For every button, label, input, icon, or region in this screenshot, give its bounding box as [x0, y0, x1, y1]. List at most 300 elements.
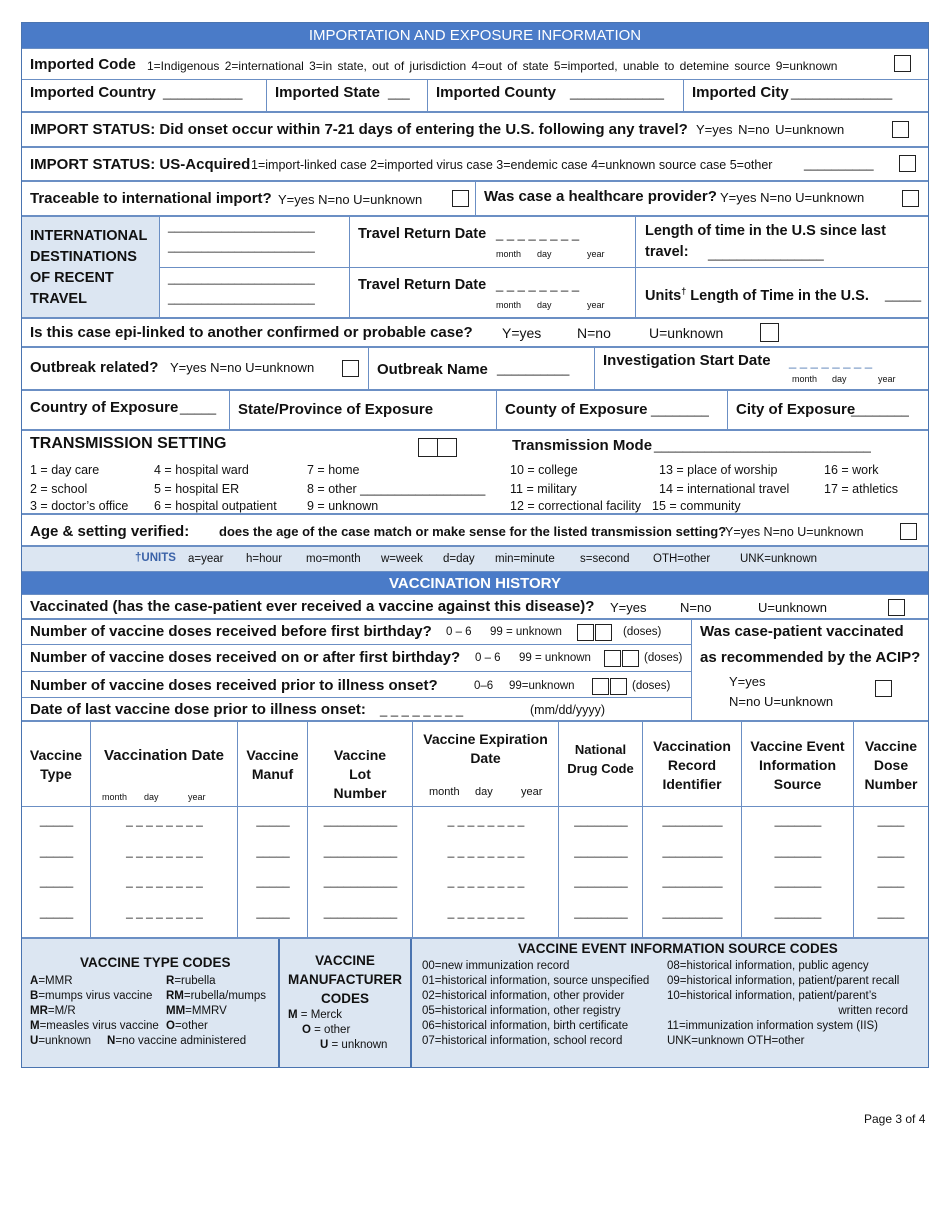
vaccine-row-3-dose-field[interactable]: ____ [877, 874, 905, 888]
vaccine-row-3-date-field[interactable]: _ _ _ _ _ _ _ _ [126, 874, 203, 888]
vaccinated-no: N=no [680, 600, 712, 615]
date-day-hint: day [832, 374, 847, 384]
vaccine-row-1-source-field[interactable]: _______ [774, 813, 822, 827]
vaccine-row-2-date-field[interactable]: _ _ _ _ _ _ _ _ [126, 844, 203, 858]
dose-after-first-box-1[interactable] [604, 650, 621, 667]
imported-city-field[interactable]: ______________ [791, 85, 893, 100]
healthcare-options: Y=yes N=no U=unknown [720, 190, 865, 205]
section-title: IMPORTATION AND EXPOSURE INFORMATION [308, 27, 642, 44]
setting-code: 8 = other __________________ [307, 482, 486, 496]
setting-code: 3 = doctor’s office [30, 499, 129, 513]
date-year-hint: year [587, 300, 605, 310]
city-exposure-field[interactable]: ________ [851, 402, 909, 417]
unit-item: s=second [580, 553, 630, 565]
type-code-row [30, 989, 280, 1004]
import-status-travel-row [22, 113, 928, 148]
type-code [30, 989, 152, 1004]
vaccine-row-2-record-field[interactable]: _________ [662, 844, 723, 858]
transmission-setting-title: TRANSMISSION SETTING [30, 435, 227, 452]
code-key: R [166, 975, 175, 987]
ndc-header: National Drug Code [567, 742, 634, 776]
import-status-us-other-field[interactable]: __________ [804, 157, 874, 171]
country-exposure-label: Country of Exposure [30, 399, 179, 416]
travel-label-line: INTERNATIONAL [30, 228, 148, 244]
manufacturer-codes-title [280, 951, 410, 1008]
page-number: Page 3 of 4 [864, 1112, 926, 1126]
vaccine-row-1-type-field[interactable]: _____ [39, 813, 74, 827]
type-code-row [30, 1034, 280, 1049]
imported-country-label: Imported Country [30, 84, 156, 101]
event-source-codes-right [667, 959, 912, 1049]
dose-range: 0 – 6 [475, 652, 501, 664]
code-key: U [320, 1039, 329, 1051]
city-exposure-label: City of Exposure [736, 401, 856, 418]
event-source-codes [412, 939, 928, 1067]
setting-code: 16 = work [824, 463, 879, 477]
code-value: =measles virus vaccine [39, 1020, 159, 1032]
dose-after-first-label: Number of vaccine doses received on or after first birthday? [30, 649, 461, 666]
dose-prior-onset-box-1[interactable] [592, 678, 609, 695]
setting-column-4 [510, 461, 641, 516]
outbreak-related-label: Outbreak related? [30, 359, 159, 376]
units-legend-row [22, 547, 928, 572]
transmission-setting-row [22, 431, 928, 515]
healthcare-cell [476, 182, 928, 215]
date-day-hint: day [537, 249, 552, 259]
date-month-hint: month [496, 249, 522, 259]
setting-code: 5 = hospital ER [154, 482, 240, 496]
outbreak-name-cell [369, 348, 595, 389]
last-dose-format: (mm/dd/yyyy) [530, 703, 605, 717]
last-dose-label: Date of last vaccine dose prior to illness onset: [30, 701, 366, 718]
vaccine-row-4-ndc-field[interactable]: ________ [574, 905, 628, 919]
source-code: 09=historical information, patient/parent recall [667, 975, 900, 987]
dose-before-first-box-2[interactable] [595, 624, 612, 641]
vaccine-row-4-type-field[interactable]: _____ [39, 905, 74, 919]
unit-item: mo=month [306, 553, 361, 565]
code-value: =rubella [174, 975, 216, 987]
source-code: 02=historical information, other provider [422, 990, 625, 1002]
record-identifier-header: Vaccination Record Identifier [653, 738, 731, 792]
type-code [30, 1019, 159, 1034]
travel-label-line: OF RECENT [30, 270, 114, 286]
unit-item: min=minute [495, 553, 555, 565]
import-status-us-label: IMPORT STATUS: US-Acquired [30, 156, 251, 173]
setting-code: 14 = international travel [659, 482, 790, 496]
source-code: 01=historical information, source unspecified [422, 975, 650, 987]
investigation-start-field[interactable]: _ _ _ _ _ _ _ _ [789, 354, 873, 369]
imported-code-checkbox[interactable] [894, 55, 911, 72]
acip-label-2: as recommended by the ACIP? [700, 649, 921, 666]
section-header-vaccination [22, 572, 928, 595]
travel-label-line: TRAVEL [30, 291, 87, 307]
imported-city-label: Imported City [692, 84, 789, 101]
code-key: MM [166, 1005, 186, 1017]
type-code [166, 1019, 208, 1034]
setting-code: 12 = correctional facility [510, 499, 641, 513]
code-key: B [30, 990, 39, 1002]
doses-unit: (doses) [623, 626, 662, 638]
vaccine-row-4-manuf-field[interactable]: _____ [256, 905, 290, 919]
travel-return-label-1: Travel Return Date [358, 226, 487, 242]
setting-code: 10 = college [510, 463, 578, 477]
dose-range: 0 – 6 [446, 626, 472, 638]
vaccinated-checkbox[interactable] [888, 599, 905, 616]
acip-label-1: Was case-patient vaccinated [700, 623, 904, 640]
import-status-us-checkbox[interactable] [899, 155, 916, 172]
vaccine-row-4-exp-field[interactable]: _ _ _ _ _ _ _ _ [447, 905, 525, 919]
outbreak-name-field[interactable]: __________ [497, 361, 570, 376]
type-code [166, 1004, 227, 1019]
section-header-importation [22, 23, 928, 49]
title-line: CODES [320, 991, 369, 1006]
vaccine-row-4-lot-field[interactable]: ___________ [323, 905, 398, 919]
vaccine-row-1-manuf-field[interactable]: _____ [256, 813, 290, 827]
date-day-hint: day [537, 300, 552, 310]
outbreak-name-label: Outbreak Name [377, 361, 488, 378]
vaccine-row-3-source-field[interactable]: _______ [774, 874, 822, 888]
vaccine-type-header: Vaccine Type [29, 747, 83, 782]
epi-linked-checkbox[interactable] [760, 323, 779, 342]
setting-code: 15 = community [652, 499, 741, 513]
vaccine-type-code-list [30, 974, 280, 1049]
vaccine-row-1-lot-field[interactable]: ___________ [323, 813, 398, 827]
vaccine-row-3-ndc-field[interactable]: ________ [574, 874, 628, 888]
imported-county-cell [428, 80, 684, 111]
vaccine-row-4-source-field[interactable]: _______ [774, 905, 822, 919]
vaccine-row-3-exp-field[interactable]: _ _ _ _ _ _ _ _ [447, 874, 525, 888]
outbreak-row [22, 348, 928, 391]
epi-linked-unknown: U=unknown [649, 325, 724, 341]
vaccine-row-1-exp-field[interactable]: _ _ _ _ _ _ _ _ [447, 813, 525, 827]
state-exposure-label: State/Province of Exposure [238, 401, 434, 418]
imported-county-label: Imported County [436, 84, 556, 101]
type-code-row [30, 1004, 280, 1019]
doses-block [22, 620, 928, 722]
vaccine-lot-header: Vaccine Lot Number [333, 747, 387, 801]
vaccine-row-3-record-field[interactable]: _________ [662, 874, 723, 888]
type-code [30, 1004, 76, 1019]
vaccine-row-4-dose-field[interactable]: ____ [877, 905, 905, 919]
length-field[interactable]: ________________ [708, 246, 824, 261]
dose-unknown-code: 99 = unknown [490, 626, 562, 638]
type-code-row [30, 974, 280, 989]
imported-location-row [22, 80, 928, 113]
acip-no-unknown: N=no U=unknown [729, 694, 834, 709]
vaccine-table [22, 722, 928, 939]
setting-column-6 [824, 461, 898, 499]
date-month-hint: month [792, 374, 818, 384]
date-day-hint: day [475, 786, 493, 798]
manuf-code-u [320, 1038, 387, 1053]
travel-label-line: DESTINATIONS [30, 249, 137, 265]
title-line: VACCINE [315, 953, 375, 968]
source-code: 11=immunization information system (IIS) [667, 1020, 879, 1032]
setting-code: 4 = hospital ward [154, 463, 249, 477]
transmission-setting-box-1[interactable] [418, 438, 438, 457]
destination-field-3[interactable]: ______________________ [168, 271, 315, 285]
transmission-mode-field[interactable]: ______________________________ [654, 438, 871, 453]
setting-code: 7 = home [307, 463, 360, 477]
age-setting-checkbox[interactable] [900, 523, 917, 540]
vaccinated-row [22, 595, 928, 620]
event-source-codes-title: VACCINE EVENT INFORMATION SOURCE CODES [518, 941, 838, 956]
travel-return-label-2: Travel Return Date [358, 277, 487, 293]
imported-code-options: 1=Indigenous 2=international 3=in state, out of jurisdiction 4=out of state 5=imported, unable to detemine source 9=unknown [147, 59, 838, 73]
dose-before-first-box-1[interactable] [577, 624, 594, 641]
traceable-options: Y=yes N=no U=unknown [278, 192, 423, 207]
vaccine-manuf-header: Vaccine Manuf [246, 747, 299, 782]
travel-block [22, 217, 928, 319]
dose-row-before-first [22, 620, 691, 645]
type-code [166, 989, 266, 1004]
setting-code: 6 = hospital outpatient [154, 499, 277, 513]
date-year-hint: year [878, 374, 896, 384]
code-value: =no vaccine administered [115, 1035, 247, 1047]
source-code: 00=new immunization record [422, 960, 570, 972]
setting-column-5 [652, 461, 790, 516]
traceable-label: Traceable to international import? [30, 190, 272, 207]
healthcare-checkbox[interactable] [902, 190, 919, 207]
vaccine-row-2-dose-field[interactable]: ____ [877, 844, 905, 858]
setting-column-2 [154, 461, 277, 516]
date-year-hint: year [188, 792, 206, 802]
setting-code: 1 = day care [30, 463, 100, 477]
doses-cell [22, 620, 692, 720]
vaccine-row-1-ndc-field[interactable]: ________ [574, 813, 628, 827]
vaccine-row-2-exp-field[interactable]: _ _ _ _ _ _ _ _ [447, 844, 525, 858]
vaccinated-label: Vaccinated (has the case-patient ever received a vaccine against this disease)? [30, 598, 595, 615]
destination-field-1[interactable]: ______________________ [168, 219, 315, 233]
code-key: RM [166, 990, 184, 1002]
county-exposure-cell [497, 391, 728, 429]
epi-linked-label: Is this case epi-linked to another confirmed or probable case? [30, 324, 473, 341]
units-legend-label: †UNITS [135, 552, 176, 564]
case-report-form [21, 22, 929, 1068]
imported-state-field[interactable]: ___ [388, 85, 410, 100]
code-value: = Merck [297, 1009, 343, 1021]
date-day-hint: day [144, 792, 159, 802]
setting-code: 13 = place of worship [659, 463, 778, 477]
source-code: written record [838, 1005, 908, 1017]
imported-county-field[interactable]: _____________ [570, 85, 664, 100]
epi-linked-no: N=no [577, 325, 611, 341]
travel-label [30, 226, 147, 310]
traceable-cell [22, 182, 476, 215]
manuf-code-o [302, 1023, 350, 1038]
manuf-code-m [288, 1008, 342, 1023]
setting-code: 11 = military [510, 482, 577, 496]
age-setting-label: Age & setting verified: [30, 523, 190, 540]
dagger-mark: † [681, 286, 687, 296]
import-status-travel-checkbox[interactable] [892, 121, 909, 138]
travel-return-date-2[interactable]: _ _ _ _ _ _ _ _ [496, 277, 580, 292]
code-key: MR [30, 1005, 48, 1017]
dose-prior-onset-label: Number of vaccine doses received prior to illness onset? [30, 677, 438, 694]
vaccine-row-1-date-field[interactable]: _ _ _ _ _ _ _ _ [126, 813, 203, 827]
code-key: N [107, 1035, 116, 1047]
vaccine-type-codes-title: VACCINE TYPE CODES [80, 955, 231, 970]
destination-field-4[interactable]: ______________________ [168, 291, 315, 305]
vaccine-row-2-manuf-field[interactable]: _____ [256, 844, 290, 858]
imported-state-cell [267, 80, 428, 111]
setting-column-3 [307, 461, 485, 516]
country-exposure-cell [22, 391, 230, 429]
code-value: = other [310, 1024, 351, 1036]
acip-cell [692, 620, 928, 720]
outbreak-related-cell [22, 348, 369, 389]
unit-item: h=hour [246, 553, 283, 565]
code-value: =MMRV [185, 1005, 227, 1017]
age-setting-question: does the age of the case match or make sense for the listed transmission setting? [219, 524, 727, 539]
code-key: M [288, 1009, 298, 1021]
epi-linked-row [22, 319, 928, 348]
import-status-travel-options: Y=yes N=no U=unknown [696, 122, 845, 137]
healthcare-label: Was case a healthcare provider? [484, 188, 717, 205]
code-key: U [30, 1035, 39, 1047]
code-key: O [302, 1024, 311, 1036]
code-value: =mumps virus vaccine [38, 990, 153, 1002]
doses-unit: (doses) [632, 680, 671, 692]
import-status-travel-label: IMPORT STATUS: Did onset occur within 7-21 days of entering the U.S. following any travel? [30, 121, 688, 138]
title-line: MANUFACTURER [288, 972, 402, 987]
units-length-label [645, 286, 869, 304]
event-source-codes-left [422, 959, 649, 1049]
vaccine-row-4-date-field[interactable]: _ _ _ _ _ _ _ _ [126, 905, 203, 919]
code-key: M [30, 1020, 40, 1032]
last-dose-field[interactable]: _ _ _ _ _ _ _ _ [380, 702, 464, 717]
state-exposure-cell [230, 391, 497, 429]
travel-return-date-1[interactable]: _ _ _ _ _ _ _ _ [496, 226, 580, 241]
vaccine-row-3-manuf-field[interactable]: _____ [256, 874, 290, 888]
travel-return-cell [350, 217, 636, 317]
code-value: =unknown [38, 1035, 92, 1047]
imported-country-cell [22, 80, 267, 111]
epi-linked-yes: Y=yes [502, 325, 542, 341]
last-dose-row [22, 698, 691, 722]
acip-yes: Y=yes [729, 674, 766, 689]
imported-code-row [22, 49, 928, 80]
dose-row-after-first [22, 645, 691, 672]
unit-item: UNK=unknown [740, 553, 818, 565]
dose-range: 0–6 [474, 680, 494, 692]
transmission-setting-box-2[interactable] [437, 438, 457, 457]
investigation-start-label: Investigation Start Date [603, 352, 771, 369]
date-month-hint: month [496, 300, 522, 310]
unit-item: w=week [381, 553, 423, 565]
dose-unknown-code: 99=unknown [509, 680, 575, 692]
transmission-mode-label: Transmission Mode [512, 437, 653, 454]
country-exposure-field[interactable]: _____ [180, 400, 217, 415]
source-code: UNK=unknown OTH=other [667, 1035, 805, 1047]
length-label-1: Length of time in the U.S since last [645, 223, 886, 239]
dose-before-first-label: Number of vaccine doses received before first birthday? [30, 623, 432, 640]
date-year-hint: year [587, 249, 605, 259]
vaccine-row-1-record-field[interactable]: _________ [662, 813, 723, 827]
travel-destinations-cell [160, 217, 350, 317]
units-word: Units [645, 287, 682, 304]
vaccine-type-codes [22, 939, 280, 1067]
destination-field-2[interactable]: ______________________ [168, 239, 315, 253]
source-code: 07=historical information, school record [422, 1035, 623, 1047]
source-code: 08=historical information, public agency [667, 960, 869, 972]
import-status-us-options: 1=import-linked case 2=imported virus case 3=endemic case 4=unknown source case 5=other [251, 158, 773, 172]
traceable-healthcare-row [22, 182, 928, 217]
vaccine-expiration-header: Vaccine Expiration Date [423, 731, 548, 766]
codes-block [22, 939, 928, 1067]
code-value: =other [174, 1020, 208, 1032]
type-code-row [30, 1019, 280, 1034]
import-status-us-row [22, 148, 928, 182]
doses-unit: (doses) [644, 652, 683, 664]
setting-code: 2 = school [30, 482, 88, 496]
code-value: =rubella/mumps [183, 990, 267, 1002]
length-in-us-cell [636, 217, 928, 317]
units-length-field[interactable]: _____ [885, 287, 922, 302]
outbreak-related-options: Y=yes N=no U=unknown [170, 360, 315, 375]
date-month-hint: month [429, 786, 460, 798]
manufacturer-codes [280, 939, 412, 1067]
exposure-row [22, 391, 928, 431]
section-title: VACCINATION HISTORY [389, 575, 561, 592]
type-code [166, 974, 216, 989]
vaccine-row-4-record-field[interactable]: _________ [662, 905, 723, 919]
date-month-hint: month [102, 792, 128, 802]
vaccine-row-1-dose-field[interactable]: ____ [877, 813, 905, 827]
setting-code: 17 = athletics [824, 482, 899, 496]
unit-item: a=year [188, 553, 224, 565]
setting-code: 9 = unknown [307, 499, 379, 513]
code-value: =M/R [47, 1005, 76, 1017]
dose-prior-onset-box-2[interactable] [610, 678, 627, 695]
dose-row-prior-onset [22, 672, 691, 698]
outbreak-related-checkbox[interactable] [342, 360, 359, 377]
vaccine-row-2-ndc-field[interactable]: ________ [574, 844, 628, 858]
dose-after-first-box-2[interactable] [622, 650, 639, 667]
age-setting-options: Y=yes N=no U=unknown [725, 525, 864, 539]
vaccine-row-2-type-field[interactable]: _____ [39, 844, 74, 858]
county-exposure-field[interactable]: ________ [651, 402, 709, 417]
source-code: 06=historical information, birth certificate [422, 1020, 629, 1032]
acip-checkbox[interactable] [875, 680, 892, 697]
vaccinated-yes: Y=yes [610, 600, 647, 615]
city-exposure-cell [728, 391, 928, 429]
vaccine-row-2-source-field[interactable]: _______ [774, 844, 822, 858]
code-key: O [166, 1020, 175, 1032]
imported-code-label: Imported Code [30, 56, 136, 73]
vaccine-row-3-type-field[interactable]: _____ [39, 874, 74, 888]
unit-item: OTH=other [653, 553, 711, 565]
vaccine-row-3-lot-field[interactable]: ___________ [323, 874, 398, 888]
code-value: = unknown [328, 1039, 388, 1051]
travel-label-cell [22, 217, 160, 317]
units-rest: Length of Time in the U.S. [686, 287, 869, 304]
setting-column-1 [30, 461, 128, 516]
unit-item: d=day [443, 553, 475, 565]
investigation-start-cell [595, 348, 928, 389]
county-exposure-label: County of Exposure [505, 401, 648, 418]
age-setting-row [22, 515, 928, 547]
code-value: =MMR [38, 975, 73, 987]
vaccine-row-2-lot-field[interactable]: ___________ [323, 844, 398, 858]
source-code: 10=historical information, patient/parent’s [667, 990, 877, 1002]
length-label-2: travel: [645, 244, 689, 260]
vaccinated-unknown: U=unknown [758, 600, 828, 615]
dose-unknown-code: 99 = unknown [519, 652, 591, 664]
source-code: 05=historical information, other registry [422, 1005, 621, 1017]
traceable-checkbox[interactable] [452, 190, 469, 207]
imported-country-field[interactable]: ___________ [163, 85, 243, 100]
